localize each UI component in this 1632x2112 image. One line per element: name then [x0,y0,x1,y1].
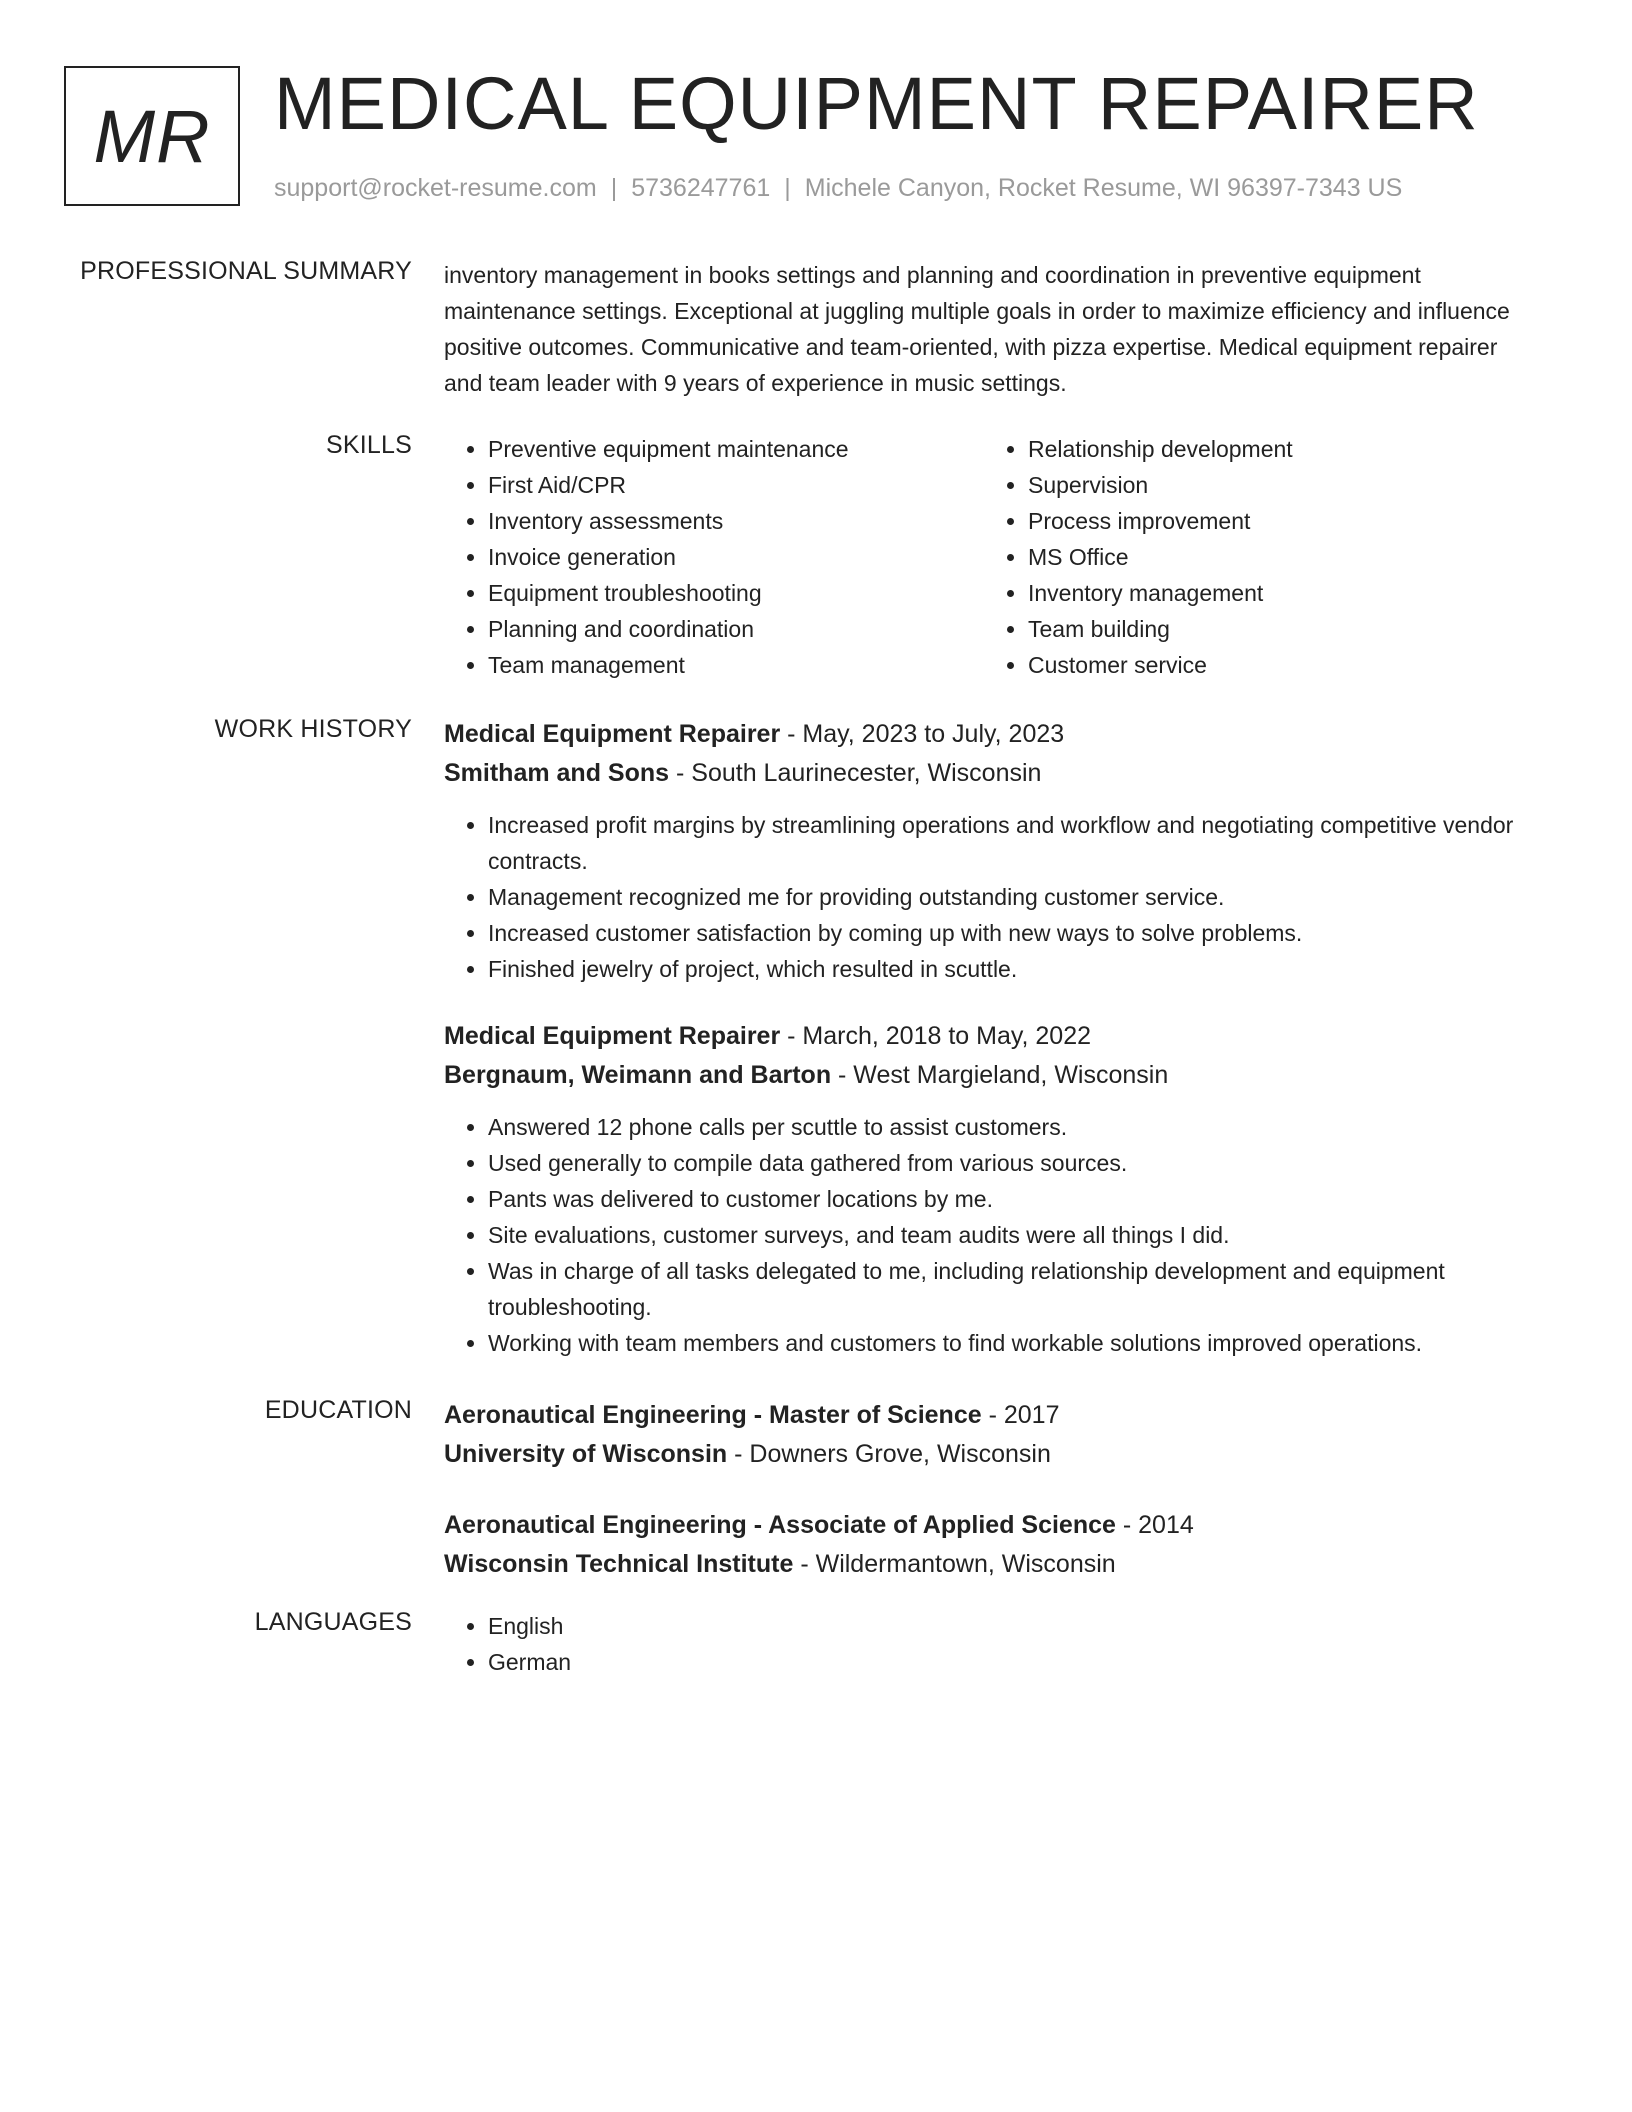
section-label-languages: LANGUAGES [254,1608,412,1636]
job-bullets [444,1109,1524,1361]
skill-item: • Supervision [1028,467,1524,503]
education-school-line [444,1545,1524,1584]
job-entry [444,1017,1524,1361]
education-body [444,1396,1524,1578]
education-entry [444,1396,1524,1474]
skills-list-right [984,431,1524,683]
job-bullet: • Site evaluations, customer surveys, and team audits were all things I did. [488,1217,1524,1253]
section-label-education: EDUCATION [264,1396,412,1424]
education-school: Wisconsin Technical Institute [444,1550,794,1578]
job-company: Bergnaum, Weimann and Barton [444,1061,832,1089]
education-degree: Aeronautical Engineering - Associate of Applied Science [444,1511,1116,1539]
job-bullets [444,807,1524,987]
education-entry [444,1506,1524,1584]
education-degree-line [444,1396,1524,1435]
contact-separator: | [610,174,618,202]
job-dates: - March, 2018 to May, 2022 [780,1022,1092,1050]
summary-body [444,257,1524,401]
contact-phone[interactable]: 5736247761 [631,174,771,202]
skill-item: • Inventory management [1028,575,1524,611]
contact-email[interactable]: support@rocket-resume.com [274,174,597,202]
job-entry [444,715,1524,987]
job-bullet: • Increased profit margins by streamlining operations and workflow and negotiating competitive vendor contracts. [488,807,1524,879]
skills-grid [444,431,1524,683]
job-title: Medical Equipment Repairer [444,720,781,748]
contact-address: Michele Canyon, Rocket Resume, WI 96397-7343 US [804,174,1403,202]
monogram-badge: MR [64,66,240,206]
job-title: Medical Equipment Repairer [444,1022,781,1050]
job-title-line [444,1017,1524,1056]
education-degree: Aeronautical Engineering - Master of Science [444,1401,982,1429]
job-bullet: • Was in charge of all tasks delegated to me, including relationship development and equipment troubleshooting. [488,1253,1524,1325]
skill-item: • Customer service [1028,647,1524,683]
skill-item: • Team management [488,647,984,683]
skills-list-left [444,431,984,683]
section-label-work-history: WORK HISTORY [214,715,412,743]
job-title-line [444,715,1524,754]
contact-line [274,174,1402,203]
job-bullet: • Increased customer satisfaction by coming up with new ways to solve problems. [488,915,1524,951]
education-school-line [444,1435,1524,1474]
job-dates: - May, 2023 to July, 2023 [780,720,1065,748]
job-bullet: • Management recognized me for providing outstanding customer service. [488,879,1524,915]
education-year: - 2017 [981,1401,1060,1429]
skill-item: • Inventory assessments [488,503,984,539]
education-year: - 2014 [1115,1511,1194,1539]
job-title-heading: MEDICAL EQUIPMENT REPAIRER [274,62,1479,145]
job-bullet: • Finished jewelry of project, which resulted in scuttle. [488,951,1524,987]
skill-item: • Process improvement [1028,503,1524,539]
section-label-skills: SKILLS [326,431,412,459]
education-location: - Downers Grove, Wisconsin [727,1440,1051,1468]
skill-item: • Invoice generation [488,539,984,575]
skill-item: • First Aid/CPR [488,467,984,503]
job-company-line [444,1056,1524,1095]
work-history-body [444,715,1524,1356]
job-company-line [444,754,1524,793]
job-location: - South Laurinecester, Wisconsin [669,759,1042,787]
education-location: - Wildermantown, Wisconsin [793,1550,1116,1578]
resume-header [64,62,1564,216]
skill-item: • Team building [1028,611,1524,647]
language-item: • German [488,1644,1524,1680]
languages-body [444,1608,1524,1680]
education-degree-line [444,1506,1524,1545]
language-item: • English [488,1608,1524,1644]
summary-text: inventory management in books settings and planning and coordination in preventive equipment maintenance settings. Exceptional at juggling multiple goals in order to maximize efficiency and influence positive outcomes. Communicative and team-oriented, with pizza expertise. Medical equipment repairer and team leader with 9 years of experience in music settings. [444,262,1510,396]
contact-separator: | [784,174,791,202]
languages-list [444,1608,1524,1680]
skill-item: • Relationship development [1028,431,1524,467]
job-location: - West Margieland, Wisconsin [831,1061,1169,1089]
job-bullet: • Answered 12 phone calls per scuttle to assist customers. [488,1109,1524,1145]
education-school: University of Wisconsin [444,1440,728,1468]
skill-item: • Preventive equipment maintenance [488,431,984,467]
skill-item: • MS Office [1028,539,1524,575]
job-bullet: • Pants was delivered to customer locations by me. [488,1181,1524,1217]
section-label-summary: PROFESSIONAL SUMMARY [80,257,412,285]
job-bullet: • Used generally to compile data gathered from various sources. [488,1145,1524,1181]
skill-item: • Equipment troubleshooting [488,575,984,611]
job-bullet: • Working with team members and customers to find workable solutions improved operations. [488,1325,1524,1361]
skill-item: • Planning and coordination [488,611,984,647]
skills-body [444,431,1524,683]
job-company: Smitham and Sons [444,759,670,787]
